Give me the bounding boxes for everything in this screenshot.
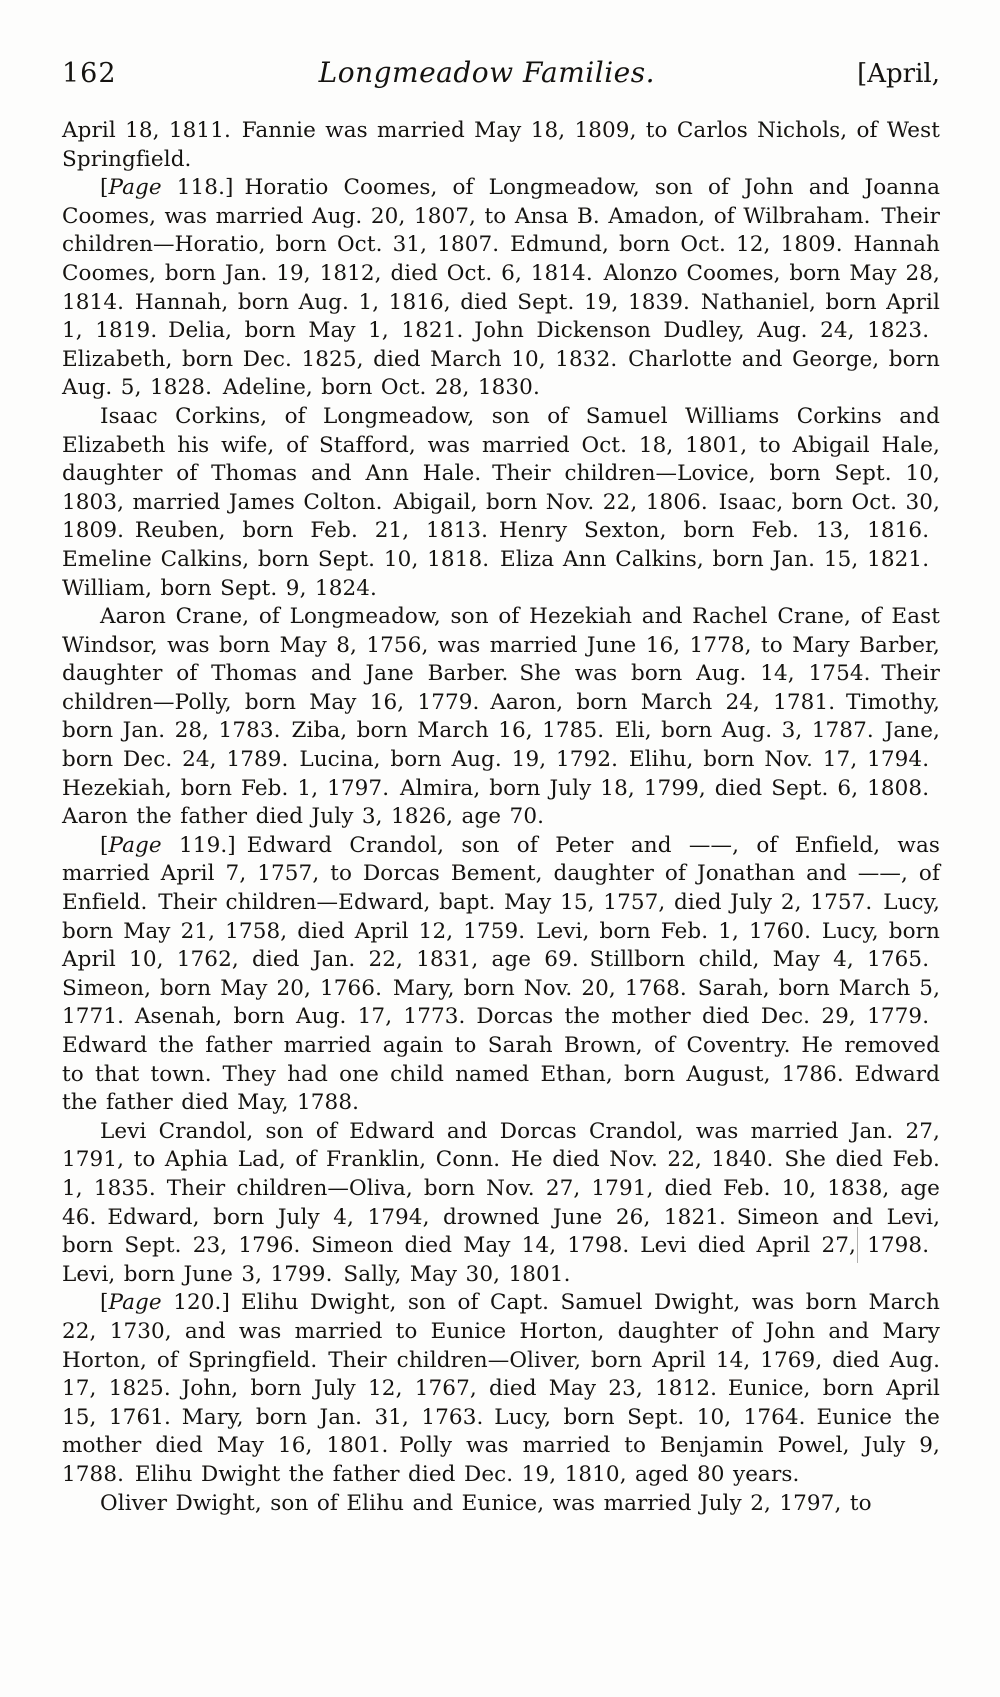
- page-ref-119: [Page 119.]: [100, 832, 236, 858]
- paragraph-horatio-coomes: [62, 174, 940, 403]
- paragraph-text: Elihu Dwight, son of Capt. Samuel Dwight, was born March 22, 1730, and was married to Eunice Horton, daughter of John and Mary Horton, of Springfield. Their children—Oliver, born April 14, 1769, died Aug. 17, 1825. John, born July 12, 1767, died May 23, 1812. Eunice, born April 15, 1761. Mary, born Jan. 31, 1763. Lucy, born Sept. 10, 1764. Eunice the mother died May 16, 1801. Polly was married to Benjamin Powel, July 9, 1788. Elihu Dwight the father died Dec. 19, 1810, aged 80 years.: [62, 1290, 940, 1487]
- page-header: [62, 56, 940, 89]
- paragraph-text: Horatio Coomes, of Longmeadow, son of John and Joanna Coomes, was married Aug. 20, 1807, to Ansa B. Amadon, of Wilbraham. Their children—Horatio, born Oct. 31, 1807. Edmund, born Oct. 12, 1809. Hannah Coomes, born Jan. 19, 1812, died Oct. 6, 1814. Alonzo Coomes, born May 28, 1814. Hannah, born Aug. 1, 1816, died Sept. 19, 1839. Nathaniel, born April 1, 1819. Delia, born May 1, 1821. John Dickenson Dudley, Aug. 24, 1823. Elizabeth, born Dec. 1825, died March 10, 1832. Charlotte and George, born Aug. 5, 1828. Adeline, born Oct. 28, 1830.: [62, 175, 940, 401]
- body-text: [62, 117, 940, 1518]
- paragraph-text: Levi Crandol, son of Edward and Dorcas Crandol, was married Jan. 27, 1791, to Aphia Lad, of Franklin, Conn. He died Nov. 22, 1840. She died Feb. 1, 1835. Their children—Oliva, born Nov. 27, 1791, died Feb. 10, 1838, age 46. Edward, born July 4, 1794, drowned June 26, 1821. Simeon and Levi, born Sept. 23, 1796. Simeon died May 14, 1798. Levi died April 27, 1798. Levi, born June 3, 1799. Sally, May 30, 1801.: [62, 1118, 940, 1287]
- paragraph-text: Oliver Dwight, son of Elihu and Eunice, was married July 2, 1797, to: [100, 1490, 872, 1516]
- paragraph-aaron-crane: [62, 603, 940, 832]
- issue-label: [April,: [857, 59, 940, 89]
- paragraph-text: Edward Crandol, son of Peter and ——, of Enfield, was married April 7, 1757, to Dorcas Bement, daughter of Jonathan and ——, of Enfield. Their children—Edward, bapt. May 15, 1757, died July 2, 1757. Lucy, born May 21, 1758, died April 12, 1759. Levi, born Feb. 1, 1760. Lucy, born April 10, 1762, died Jan. 22, 1831, age 69. Stillborn child, May 4, 1765. Simeon, born May 20, 1766. Mary, born Nov. 20, 1768. Sarah, born March 5, 1771. Asenah, born Aug. 17, 1773. Dorcas the mother died Dec. 29, 1779. Edward the father married again to Sarah Brown, of Coventry. He removed to that town. They had one child named Ethan, born August, 1786. Edward the father died May, 1788.: [62, 832, 940, 1116]
- paragraph-elihu-dwight: [62, 1289, 940, 1489]
- paragraph-fannie-nichols: [62, 117, 940, 174]
- running-title: Longmeadow Families.: [318, 56, 655, 89]
- paragraph-levi-crandol: [62, 1118, 940, 1290]
- paragraph-edward-crandol: [62, 832, 940, 1118]
- page-content: [62, 56, 940, 1518]
- page-ref-118: [Page 118.]: [100, 175, 234, 201]
- scan-artifact-line: [857, 1227, 858, 1263]
- paragraph-text: Isaac Corkins, of Longmeadow, son of Samuel Williams Corkins and Elizabeth his wife, of Stafford, was married Oct. 18, 1801, to Abigail Hale, daughter of Thomas and Ann Hale. Their children—Lovice, born Sept. 10, 1803, married James Colton. Abigail, born Nov. 22, 1806. Isaac, born Oct. 30, 1809. Reuben, born Feb. 21, 1813. Henry Sexton, born Feb. 13, 1816. Emeline Calkins, born Sept. 10, 1818. Eliza Ann Calkins, born Jan. 15, 1821. William, born Sept. 9, 1824.: [62, 403, 940, 601]
- page-ref-120: [Page 120.]: [100, 1290, 230, 1316]
- paragraph-text: April 18, 1811. Fannie was married May 18, 1809, to Carlos Nichols, of West Springfield.: [62, 118, 940, 172]
- page-number: 162: [62, 58, 117, 89]
- paragraph-isaac-corkins: [62, 403, 940, 603]
- paragraph-oliver-dwight: [62, 1490, 940, 1519]
- paragraph-text: Aaron Crane, of Longmeadow, son of Hezekiah and Rachel Crane, of East Windsor, was born May 8, 1756, was married June 16, 1778, to Mary Barber, daughter of Thomas and Jane Barber. She was born Aug. 14, 1754. Their children—Polly, born May 16, 1779. Aaron, born March 24, 1781. Timothy, born Jan. 28, 1783. Ziba, born March 16, 1785. Eli, born Aug. 3, 1787. Jane, born Dec. 24, 1789. Lucina, born Aug. 19, 1792. Elihu, born Nov. 17, 1794. Hezekiah, born Feb. 1, 1797. Almira, born July 18, 1799, died Sept. 6, 1808. Aaron the father died July 3, 1826, age 70.: [62, 604, 940, 830]
